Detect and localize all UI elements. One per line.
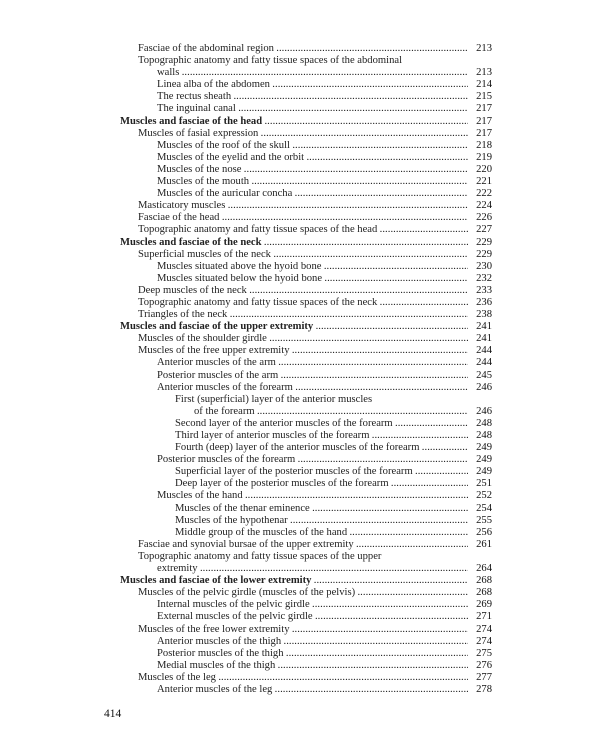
toc-entry-page: 219	[468, 152, 492, 164]
toc-entry[interactable]	[120, 164, 492, 176]
toc-entry-title: Second layer of the anterior muscles of the forearm	[175, 417, 393, 429]
toc-entry-title: Superficial muscles of the neck	[138, 248, 271, 260]
toc-entry[interactable]	[120, 418, 492, 430]
toc-entry[interactable]	[120, 43, 492, 55]
toc-entry-page: 249	[468, 466, 492, 478]
toc-entry[interactable]	[120, 345, 492, 357]
toc-entry-title: Topographic anatomy and fatty tissue spaces of the neck	[138, 296, 378, 308]
toc-entry[interactable]	[120, 466, 492, 478]
toc-entry-page: 249	[468, 442, 492, 454]
toc-entry[interactable]	[120, 249, 492, 261]
toc-entry-title: Linea alba of the abdomen	[157, 79, 270, 91]
toc-entry[interactable]	[120, 224, 492, 236]
toc-entry-page: 215	[468, 91, 492, 103]
toc-entry-page: 255	[468, 515, 492, 527]
toc-entry-page: 246	[468, 382, 492, 394]
toc-entry-title: Muscles of the mouth	[157, 176, 250, 188]
toc-entry[interactable]	[120, 672, 492, 684]
toc-entry-title: Anterior muscles of the thigh	[157, 635, 282, 647]
toc-entry[interactable]	[120, 478, 492, 490]
toc-entry-title: Posterior muscles of the forearm	[157, 454, 296, 466]
toc-entry[interactable]	[120, 382, 492, 394]
toc-entry-title: Fasciae of the head	[138, 212, 220, 224]
toc-entry-page: 244	[468, 345, 492, 357]
toc-entry-page: 264	[468, 563, 492, 575]
toc-entry[interactable]	[120, 563, 492, 575]
toc-entry-title: Muscles of the hypothenar	[175, 514, 288, 526]
toc-entry[interactable]	[120, 660, 492, 672]
table-of-contents	[120, 43, 492, 696]
toc-entry-page: 214	[468, 79, 492, 91]
toc-entry-title: Muscles of the pelvic girdle (muscles of the pelvis)	[138, 587, 356, 599]
toc-entry-page: 249	[468, 454, 492, 466]
toc-entry-page: 218	[468, 140, 492, 152]
toc-entry[interactable]	[120, 357, 492, 369]
toc-entry-title: Muscles and fasciae of the neck	[120, 236, 262, 248]
toc-entry-page: 268	[468, 575, 492, 587]
toc-entry-title: First (superficial) layer of the anterior muscles	[175, 393, 373, 405]
toc-entry-page: 229	[468, 237, 492, 249]
toc-entry[interactable]	[120, 539, 492, 551]
toc-entry[interactable]	[120, 67, 492, 79]
toc-entry-title: Posterior muscles of the arm	[157, 369, 279, 381]
toc-entry-page: 213	[468, 43, 492, 55]
toc-entry[interactable]	[120, 515, 492, 527]
toc-entry[interactable]	[120, 490, 492, 502]
toc-entry-page: 222	[468, 188, 492, 200]
toc-entry-page: 236	[468, 297, 492, 309]
toc-entry[interactable]	[120, 370, 492, 382]
toc-entry-page: 245	[468, 370, 492, 382]
toc-entry-title: Muscles of the eyelid and the orbit	[157, 151, 305, 163]
page-number: 414	[104, 708, 122, 720]
toc-entry-page: 274	[468, 636, 492, 648]
toc-entry-title: Muscles situated below the hyoid bone	[157, 272, 323, 284]
toc-entry-title: Internal muscles of the pelvic girdle	[157, 599, 310, 611]
toc-entry-title: Third layer of anterior muscles of the forearm	[175, 430, 370, 441]
toc-entry-title: Deep muscles of the neck	[138, 284, 247, 296]
toc-entry-title: Muscles of the shoulder girdle	[138, 333, 267, 345]
toc-entry[interactable]	[120, 527, 492, 539]
toc-entry-title: Muscles and fasciae of the upper extremity	[120, 321, 314, 333]
toc-entry[interactable]	[120, 321, 492, 333]
toc-entry-title: Muscles of the leg	[138, 671, 216, 683]
toc-entry[interactable]	[120, 624, 492, 636]
toc-entry-page: 269	[468, 599, 492, 611]
toc-entry-title: The rectus sheath	[157, 91, 232, 103]
toc-entry[interactable]	[120, 200, 492, 212]
toc-entry[interactable]	[120, 599, 492, 611]
toc-entry-title: Muscles and fasciae of the lower extremity	[120, 575, 312, 587]
toc-entry-title: Topographic anatomy and fatty tissue spaces of the abdominal	[138, 55, 403, 67]
toc-entry-title: extremity	[157, 563, 198, 575]
toc-entry-title: Muscles of the free upper extremity	[138, 345, 290, 357]
toc-entry-title: walls	[157, 67, 180, 79]
toc-entry-page: 276	[468, 660, 492, 672]
toc-entry-page: 241	[468, 333, 492, 345]
toc-entry[interactable]	[120, 394, 492, 406]
toc-entry-page: 241	[468, 321, 492, 333]
toc-entry-title: Deep layer of the posterior muscles of the forearm	[175, 478, 389, 490]
toc-entry-title: Topographic anatomy and fatty tissue spaces of the head	[138, 224, 378, 236]
toc-entry-title: Muscles of the hand	[157, 490, 243, 502]
toc-entry-title: Anterior muscles of the leg	[157, 683, 273, 695]
toc-entry-title: Anterior muscles of the arm	[157, 357, 276, 369]
toc-entry-page: 217	[468, 116, 492, 128]
toc-entry-page: 261	[468, 539, 492, 551]
toc-entry-page: 278	[468, 684, 492, 696]
toc-entry-page: 232	[468, 273, 492, 285]
toc-entry-page: 252	[468, 490, 492, 502]
toc-entry-page: 230	[468, 261, 492, 273]
toc-entry[interactable]	[120, 587, 492, 599]
toc-entry[interactable]	[120, 684, 492, 696]
toc-entry[interactable]	[120, 636, 492, 648]
toc-entry[interactable]	[120, 611, 492, 623]
toc-entry-page: 248	[468, 430, 492, 442]
toc-entry-page: 229	[468, 249, 492, 261]
toc-entry[interactable]	[120, 237, 492, 249]
toc-entry[interactable]	[120, 152, 492, 164]
toc-entry-page: 275	[468, 648, 492, 660]
toc-entry-page: 251	[468, 478, 492, 490]
toc-entry[interactable]	[120, 79, 492, 91]
toc-entry-title: Muscles of the roof of the skull	[157, 139, 290, 151]
toc-entry-page: 277	[468, 672, 492, 684]
toc-entry-title: Anterior muscles of the forearm	[157, 381, 293, 393]
toc-entry-title: Topographic anatomy and fatty tissue spaces of the upper	[138, 550, 382, 562]
toc-entry-page: 213	[468, 67, 492, 79]
toc-entry-title: Muscles of the auricular concha	[157, 188, 293, 200]
toc-entry-title: Muscles of the nose	[157, 163, 242, 175]
toc-entry[interactable]	[120, 551, 492, 563]
toc-entry-page: 238	[468, 309, 492, 321]
toc-entry-title: Fourth (deep) layer of the anterior muscles of the forearm	[175, 442, 420, 454]
toc-entry-page: 220	[468, 164, 492, 176]
toc-entry[interactable]	[120, 91, 492, 103]
toc-entry-page: 271	[468, 611, 492, 623]
toc-entry[interactable]	[120, 442, 492, 454]
toc-entry-title: The inguinal canal	[157, 103, 236, 115]
toc-entry-page: 224	[468, 200, 492, 212]
toc-entry[interactable]	[120, 55, 492, 67]
toc-entry[interactable]	[120, 176, 492, 188]
toc-entry-title: Medial muscles of the thigh	[157, 659, 276, 671]
toc-entry[interactable]	[120, 309, 492, 321]
toc-entry[interactable]	[120, 575, 492, 587]
toc-entry[interactable]	[120, 454, 492, 466]
toc-entry-page: 227	[468, 224, 492, 236]
toc-entry[interactable]	[120, 128, 492, 140]
toc-entry-page: 226	[468, 212, 492, 224]
toc-entry-title: Posterior muscles of the thigh	[157, 647, 284, 659]
toc-entry-title: Muscles of fasial expression	[138, 127, 259, 139]
toc-entry-page: 221	[468, 176, 492, 188]
toc-entry[interactable]	[120, 430, 492, 442]
toc-entry-title: Muscles of the thenar eminence	[175, 502, 310, 514]
toc-entry-title: Superficial layer of the posterior muscles of the forearm	[175, 466, 413, 478]
toc-entry[interactable]	[120, 406, 492, 418]
toc-entry-title: Fasciae and synovial bursae of the upper extremity	[138, 538, 354, 550]
toc-entry[interactable]	[120, 188, 492, 200]
toc-entry-title: Muscles of the free lower extremity	[138, 623, 290, 635]
toc-entry-page: 244	[468, 357, 492, 369]
toc-entry[interactable]	[120, 103, 492, 115]
toc-entry-title: Muscles situated above the hyoid bone	[157, 260, 322, 272]
toc-entry-page: 254	[468, 503, 492, 515]
toc-entry-title: Masticatory muscles	[138, 200, 226, 212]
toc-entry-title: Fasciae of the abdominal region	[138, 43, 274, 54]
toc-entry-page: 246	[468, 406, 492, 418]
toc-entry[interactable]	[120, 261, 492, 273]
toc-entry-title: of the forearm	[194, 405, 255, 417]
toc-entry[interactable]	[120, 333, 492, 345]
toc-entry[interactable]	[120, 212, 492, 224]
toc-entry[interactable]	[120, 285, 492, 297]
toc-entry[interactable]	[120, 116, 492, 128]
toc-entry-title: External muscles of the pelvic girdle	[157, 611, 313, 623]
toc-entry-title: Triangles of the neck	[138, 309, 228, 321]
toc-entry[interactable]	[120, 503, 492, 515]
toc-entry-page: 268	[468, 587, 492, 599]
toc-entry[interactable]	[120, 648, 492, 660]
toc-entry-page: 274	[468, 624, 492, 636]
toc-entry-page: 233	[468, 285, 492, 297]
toc-entry[interactable]	[120, 297, 492, 309]
toc-entry-page: 217	[468, 103, 492, 115]
toc-entry-title: Middle group of the muscles of the hand	[175, 526, 348, 538]
toc-entry[interactable]	[120, 140, 492, 152]
toc-entry-page: 248	[468, 418, 492, 430]
toc-entry[interactable]	[120, 273, 492, 285]
toc-entry-page: 217	[468, 128, 492, 140]
toc-entry-title: Muscles and fasciae of the head	[120, 115, 263, 127]
toc-entry-page: 256	[468, 527, 492, 539]
